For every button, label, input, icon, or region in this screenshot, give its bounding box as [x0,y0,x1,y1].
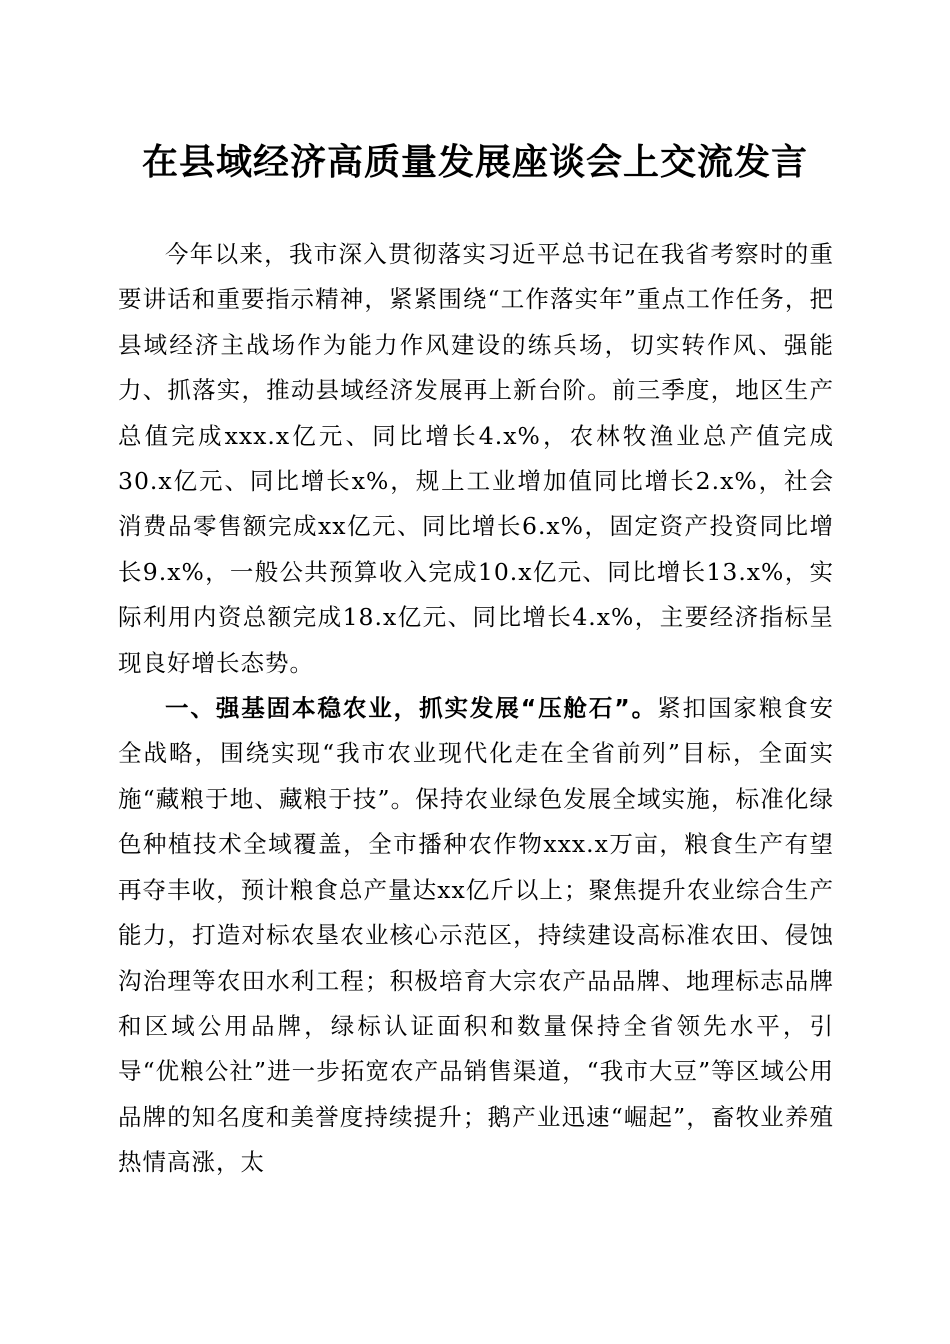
section-one-paragraph [118,686,834,1185]
document-body [118,232,834,1186]
intro-paragraph [118,232,834,686]
section-one-text: 紧扣国家粮食安全战略，围绕实现“我市农业现代化走在全省前列”目标，全面实施“藏粮于地、藏粮于技”。保持农业绿色发展全域实施，标准化绿色种植技术全域覆盖，全市播种农作物xxx.x万亩，粮食生产有望再夺丰收，预计粮食总产量达xx亿斤以上；聚焦提升农业综合生产能力，打造对标农垦农业核心示范区，持续建设高标准农田、侵蚀沟治理等农田水利工程；积极培育大宗农产品品牌、地理标志品牌和区域公用品牌，绿标认证面积和数量保持全省领先水平，引导“优粮公社”进一步拓宽农产品销售渠道，“我市大豆”等区域公用品牌的知名度和美誉度持续提升；鹅产业迅速“崛起”，畜牧业养殖热情高涨，太 [118,694,835,1177]
page-title: 在县域经济高质量发展座谈会上交流发言 [141,141,808,183]
section-one-heading: 一、强基固本稳农业，抓实发展“压舱石”。 [165,694,658,723]
intro-paragraph-text: 今年以来，我市深入贯彻落实习近平总书记在我省考察时的重要讲话和重要指示精神，紧紧围绕“工作落实年”重点工作任务，把县域经济主战场作为能力作风建设的练兵场，切实转作风、强能力、抓落实，推动县域经济发展再上新台阶。前三季度，地区生产总值完成xxx.x亿元、同比增长4.x%，农林牧渔业总产值完成30.x亿元、同比增长x%，规上工业增加值同比增长2.x%，社会消费品零售额完成xx亿元、同比增长6.x%，固定资产投资同比增长9.x%，一般公共预算收入完成10.x亿元、同比增长13.x%，实际利用内资总额完成18.x亿元、同比增长4.x%，主要经济指标呈现良好增长态势。 [118,240,834,677]
